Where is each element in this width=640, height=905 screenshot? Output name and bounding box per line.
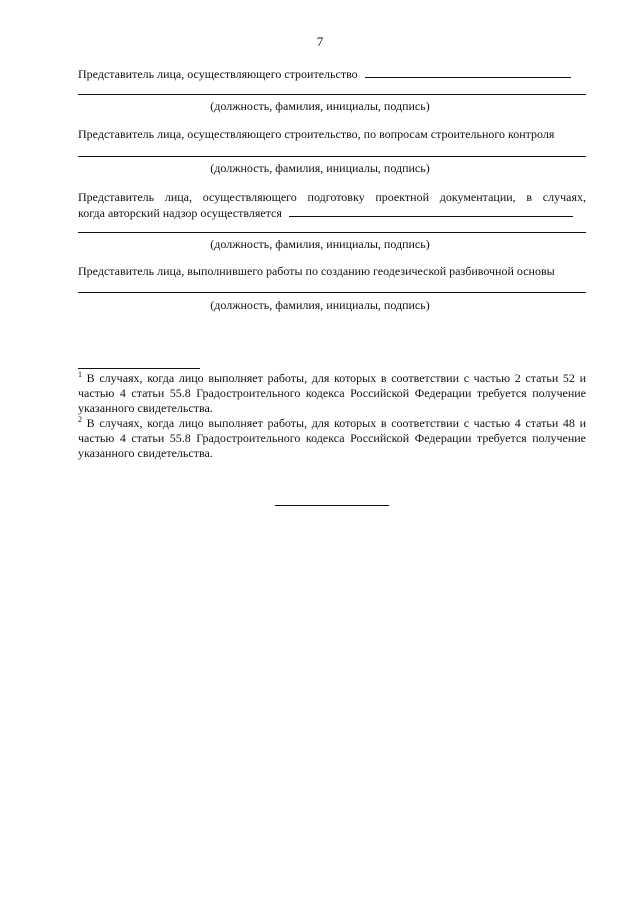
signature-line-full[interactable] (78, 292, 586, 293)
footnote-text: В случаях, когда лицо выполняет работы, для которых в соответствии с частью 2 статьи 52 и частью 4 статьи 55.8 Градостроительного кодекса Российской Федерации требуется получение указанного свидетельства. (78, 371, 586, 415)
signature-caption: (должность, фамилия, инициалы, подпись) (210, 161, 430, 175)
signature-caption: (должность, фамилия, инициалы, подпись) (210, 237, 430, 251)
footnote-mark: 1 (78, 370, 82, 379)
signature-block-construction-control (78, 127, 586, 142)
signature-line[interactable] (289, 205, 573, 217)
signature-caption: (должность, фамилия, инициалы, подпись) (210, 298, 430, 312)
signature-block-design-supervision (78, 190, 586, 205)
signature-label: Представитель лица, осуществляющего строительство (78, 67, 358, 81)
signature-line[interactable] (365, 66, 571, 78)
signature-line-full[interactable] (78, 232, 586, 233)
signature-block-builder (78, 66, 586, 82)
signature-label: Представитель лица, осуществляющего строительство, по вопросам строительного контроля (78, 127, 555, 141)
footnote-2 (78, 416, 586, 461)
signature-line-full[interactable] (78, 156, 586, 157)
page-number: 7 (316, 34, 324, 49)
signature-line-full[interactable] (78, 94, 586, 95)
signature-caption: (должность, фамилия, инициалы, подпись) (210, 99, 430, 113)
footnote-text: В случаях, когда лицо выполняет работы, для которых в соответствии с частью 4 статьи 48 и частью 4 статьи 55.8 Градостроительного кодекса Российской Федерации требуется получение указанного свидетельства. (78, 416, 586, 460)
footnote-1 (78, 371, 586, 416)
footnote-mark: 2 (78, 415, 82, 424)
footnote-separator (78, 368, 200, 369)
signature-block-design-supervision-line2 (78, 205, 586, 221)
end-rule (275, 505, 389, 506)
signature-label: Представитель лица, выполнившего работы по созданию геодезической разбивочной основы (78, 264, 555, 278)
signature-block-geodetic (78, 264, 586, 279)
signature-label-line2: когда авторский надзор осуществляется (78, 206, 282, 220)
signature-label-line1: Представитель лица, осуществляющего подготовку проектной документации, в случаях, (78, 190, 586, 204)
